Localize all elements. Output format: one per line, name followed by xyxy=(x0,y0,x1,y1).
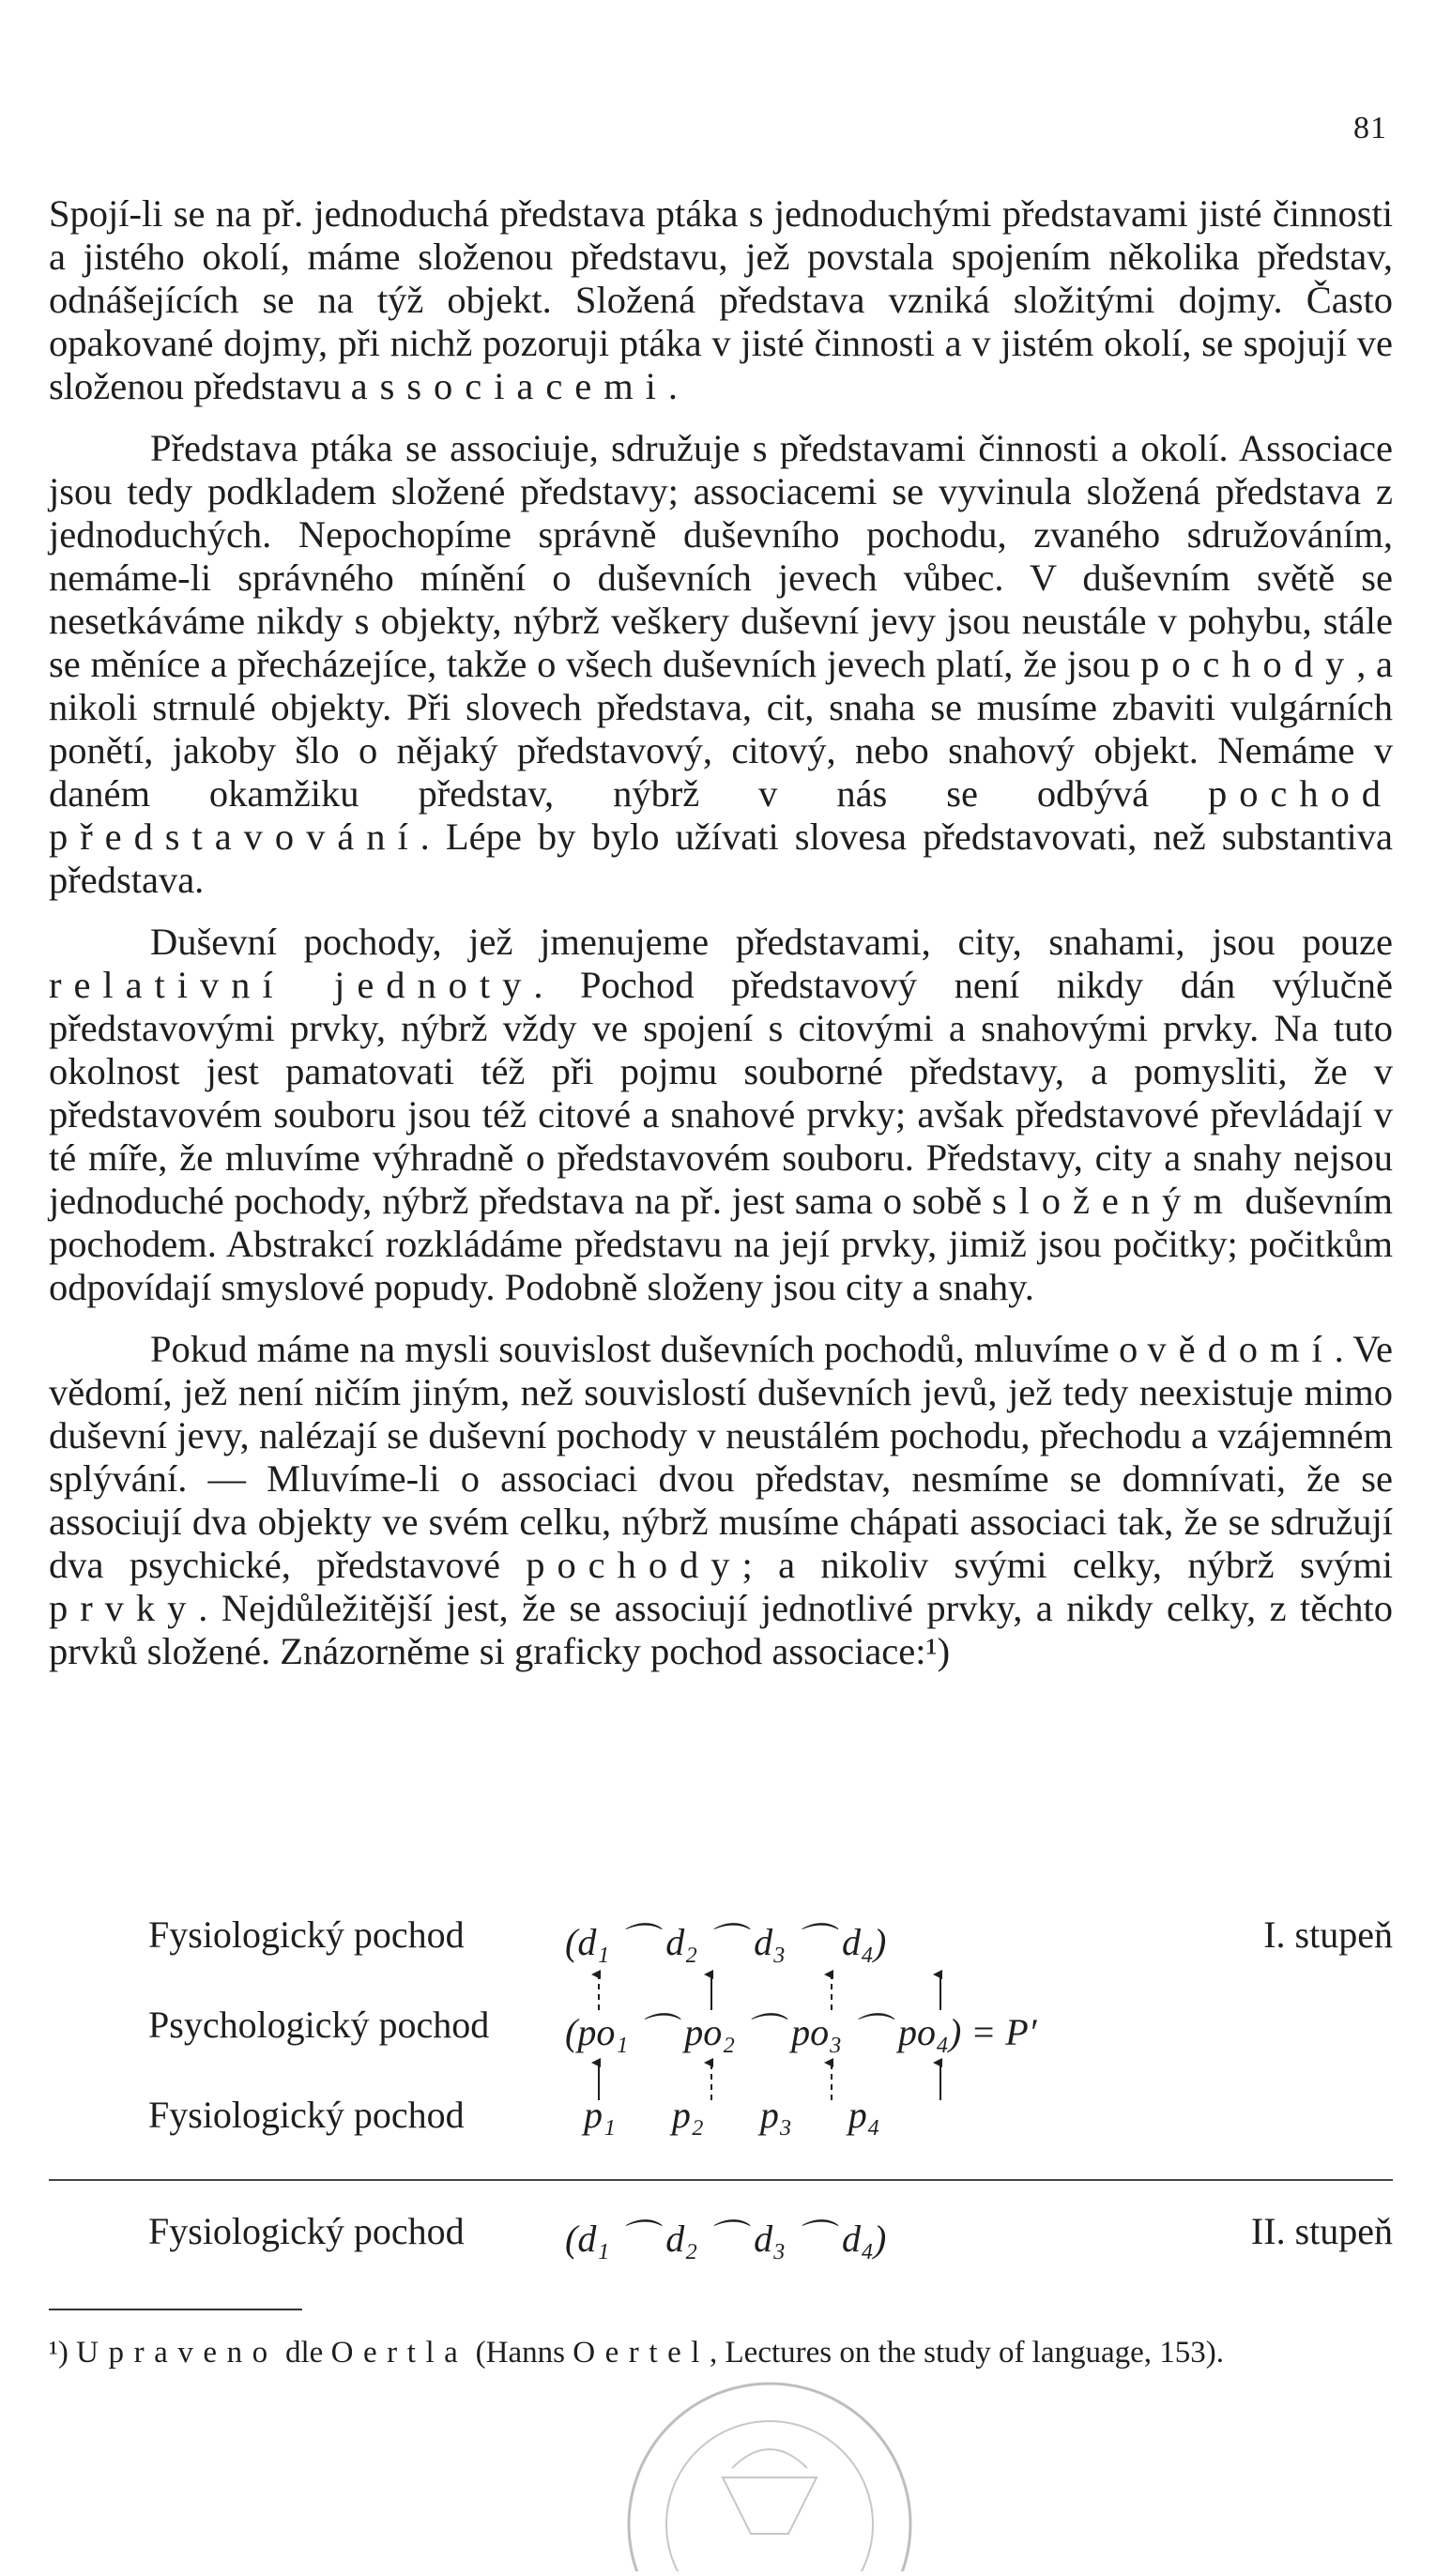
paragraph-1 xyxy=(49,192,1393,408)
row1-expression: (d₁ ⌒ d₂ ⌒ d₃ ⌒ d₄) xyxy=(565,1921,887,1963)
emphasized-term: pochod představování xyxy=(49,772,1393,858)
row1-stage: I. stupeň xyxy=(1263,1913,1393,1956)
stamp-graphic xyxy=(619,2365,920,2571)
emphasized-term: vědomí xyxy=(1147,1328,1335,1370)
footnote-text2: (Hanns xyxy=(467,2336,573,2370)
emphasized-term: pochody xyxy=(526,1544,742,1586)
text-run: . Pochod představový není nikdy dán výlučně představovými prvky, nýbrž vždy ve spojení s citovými a snahovými prvky. Na tuto okolnost jest pamatovati též při pojmu souborné představy, a pomysliti, že v představovém souboru jsou též citové a snahové prvky; avšak představové převládají v té míře, že mluvíme výhradně o představovém souboru. Představy, city a snahy nejsou jednoduché pochody, nýbrž představa na př. jest sama o sobě xyxy=(49,964,1393,1222)
text-run: Duševní pochody, jež jmenujeme představami, city, snahami, jsou pouze xyxy=(150,921,1393,963)
emphasized-term: associacemi xyxy=(350,365,668,407)
body-text xyxy=(49,192,1393,1692)
row4-stage: II. stupeň xyxy=(1250,2210,1393,2252)
text-run: Představa ptáka se associuje, sdružuje s představami činnosti a okolí. Associace jsou tedy podkladem složené představy; associacemi se vyvinula složená představa z jednoduchých. Nepochopíme správně duševního pochodu, zvaného sdružováním, nemáme-li správného mínění o duševních jevech vůbec. V duševním světě se nesetkáváme nikdy s objekty, nýbrž veškery duševní jevy jsou neustále v pohybu, stále se měníce a přecházejíce, takže o všech duševních jevech platí, že jsou xyxy=(49,427,1393,685)
row3-expression: p₁ p₂ p₃ p₄ xyxy=(584,2094,880,2136)
page-number: 81 xyxy=(1353,111,1387,145)
footnote-text1: dle xyxy=(277,2336,331,2370)
emphasized-term: pochody xyxy=(1139,643,1357,685)
text-run: . Nejdůležitější jest, že se associují jednotlivé prvky, a nikdy celky, z těchto prvků složené. Znázorněme si graficky pochod associace:¹) xyxy=(49,1587,1393,1672)
footnote-marker: ¹) xyxy=(49,2336,69,2370)
emphasized-term: relativní jednoty xyxy=(49,964,534,1006)
association-diagram xyxy=(49,1913,1393,2269)
paragraph-2 xyxy=(49,427,1393,902)
footnote-oertla: Oertla xyxy=(330,2336,468,2370)
paragraph-4 xyxy=(49,1328,1393,1673)
footnote-upraveno: Upraveno xyxy=(76,2336,278,2370)
footnote-oertel: Oertel xyxy=(573,2336,710,2370)
emphasized-term: prvky xyxy=(49,1587,199,1629)
text-run: . Lépe by bylo užívati slovesa představovati, než substantiva představa. xyxy=(49,815,1393,901)
text-run: , a nikoli strnulé objekty. Při slovech představa, cit, snaha se musíme zbaviti vulgárních ponětí, jakoby šlo o nějaký představový, citový, nebo snahový objekt. Nemáme v daném okamžiku představ, nýbrž v nás se odbývá xyxy=(49,643,1393,815)
footnote-rule xyxy=(49,2309,302,2310)
emphasized-term: složeným xyxy=(991,1180,1235,1222)
row4-label: Fysiologický pochod xyxy=(148,2210,465,2252)
text-run: . xyxy=(667,365,679,407)
row3-label: Fysiologický pochod xyxy=(148,2094,465,2136)
footnote-text3: , Lectures on the study of language, 153). xyxy=(710,2336,1225,2370)
text-run: ; a nikoliv svými celky, nýbrž svými xyxy=(741,1544,1393,1586)
text-run: Spojí-li se na př. jednoduchá představa ptáka s jednoduchými představami jisté činnosti a jistého okolí, máme složenou představu, jež povstala spojením několika představ, odnášejících se na týž objekt. Složená představa vzniká složitými dojmy. Často opakované dojmy, při nichž pozoruji ptáka v jisté činnosti a v jistém okolí, se spojují ve složenou představu xyxy=(49,192,1393,407)
text-run: duševním pochodem. Abstrakcí rozkládáme představu na její prvky, jimiž jsou počitky; počitkům odpovídají smyslové popudy. Podobně složeny jsou city a snahy. xyxy=(49,1180,1393,1308)
row2-expression: (po₁ ⌒ po₂ ⌒ po₃ ⌒ po₄) = P′ xyxy=(565,2011,1037,2053)
text-run: . Ve vědomí, jež není ničím jiným, než souvislostí duševních jevů, jež tedy neexistuje mimo duševní jevy, nalézají se duševní pochody v neustálém pochodu, přechodu a vzájemném splývání. — Mluvíme-li o associaci dvou představ, nesmíme se domnívati, že se associují dva objekty ve svém celku, nýbrž musíme chápati associaci tak, že se sdružují dva psychické, představové xyxy=(49,1328,1393,1586)
row2-label: Psychologický pochod xyxy=(148,2004,490,2046)
row4-expression: (d₁ ⌒ d₂ ⌒ d₃ ⌒ d₄) xyxy=(565,2218,887,2260)
row1-label: Fysiologický pochod xyxy=(148,1913,465,1956)
library-stamp xyxy=(619,2365,920,2576)
paragraph-3 xyxy=(49,921,1393,1309)
text-run: Pokud máme na mysli souvislost duševních pochodů, mluvíme o xyxy=(150,1328,1148,1370)
